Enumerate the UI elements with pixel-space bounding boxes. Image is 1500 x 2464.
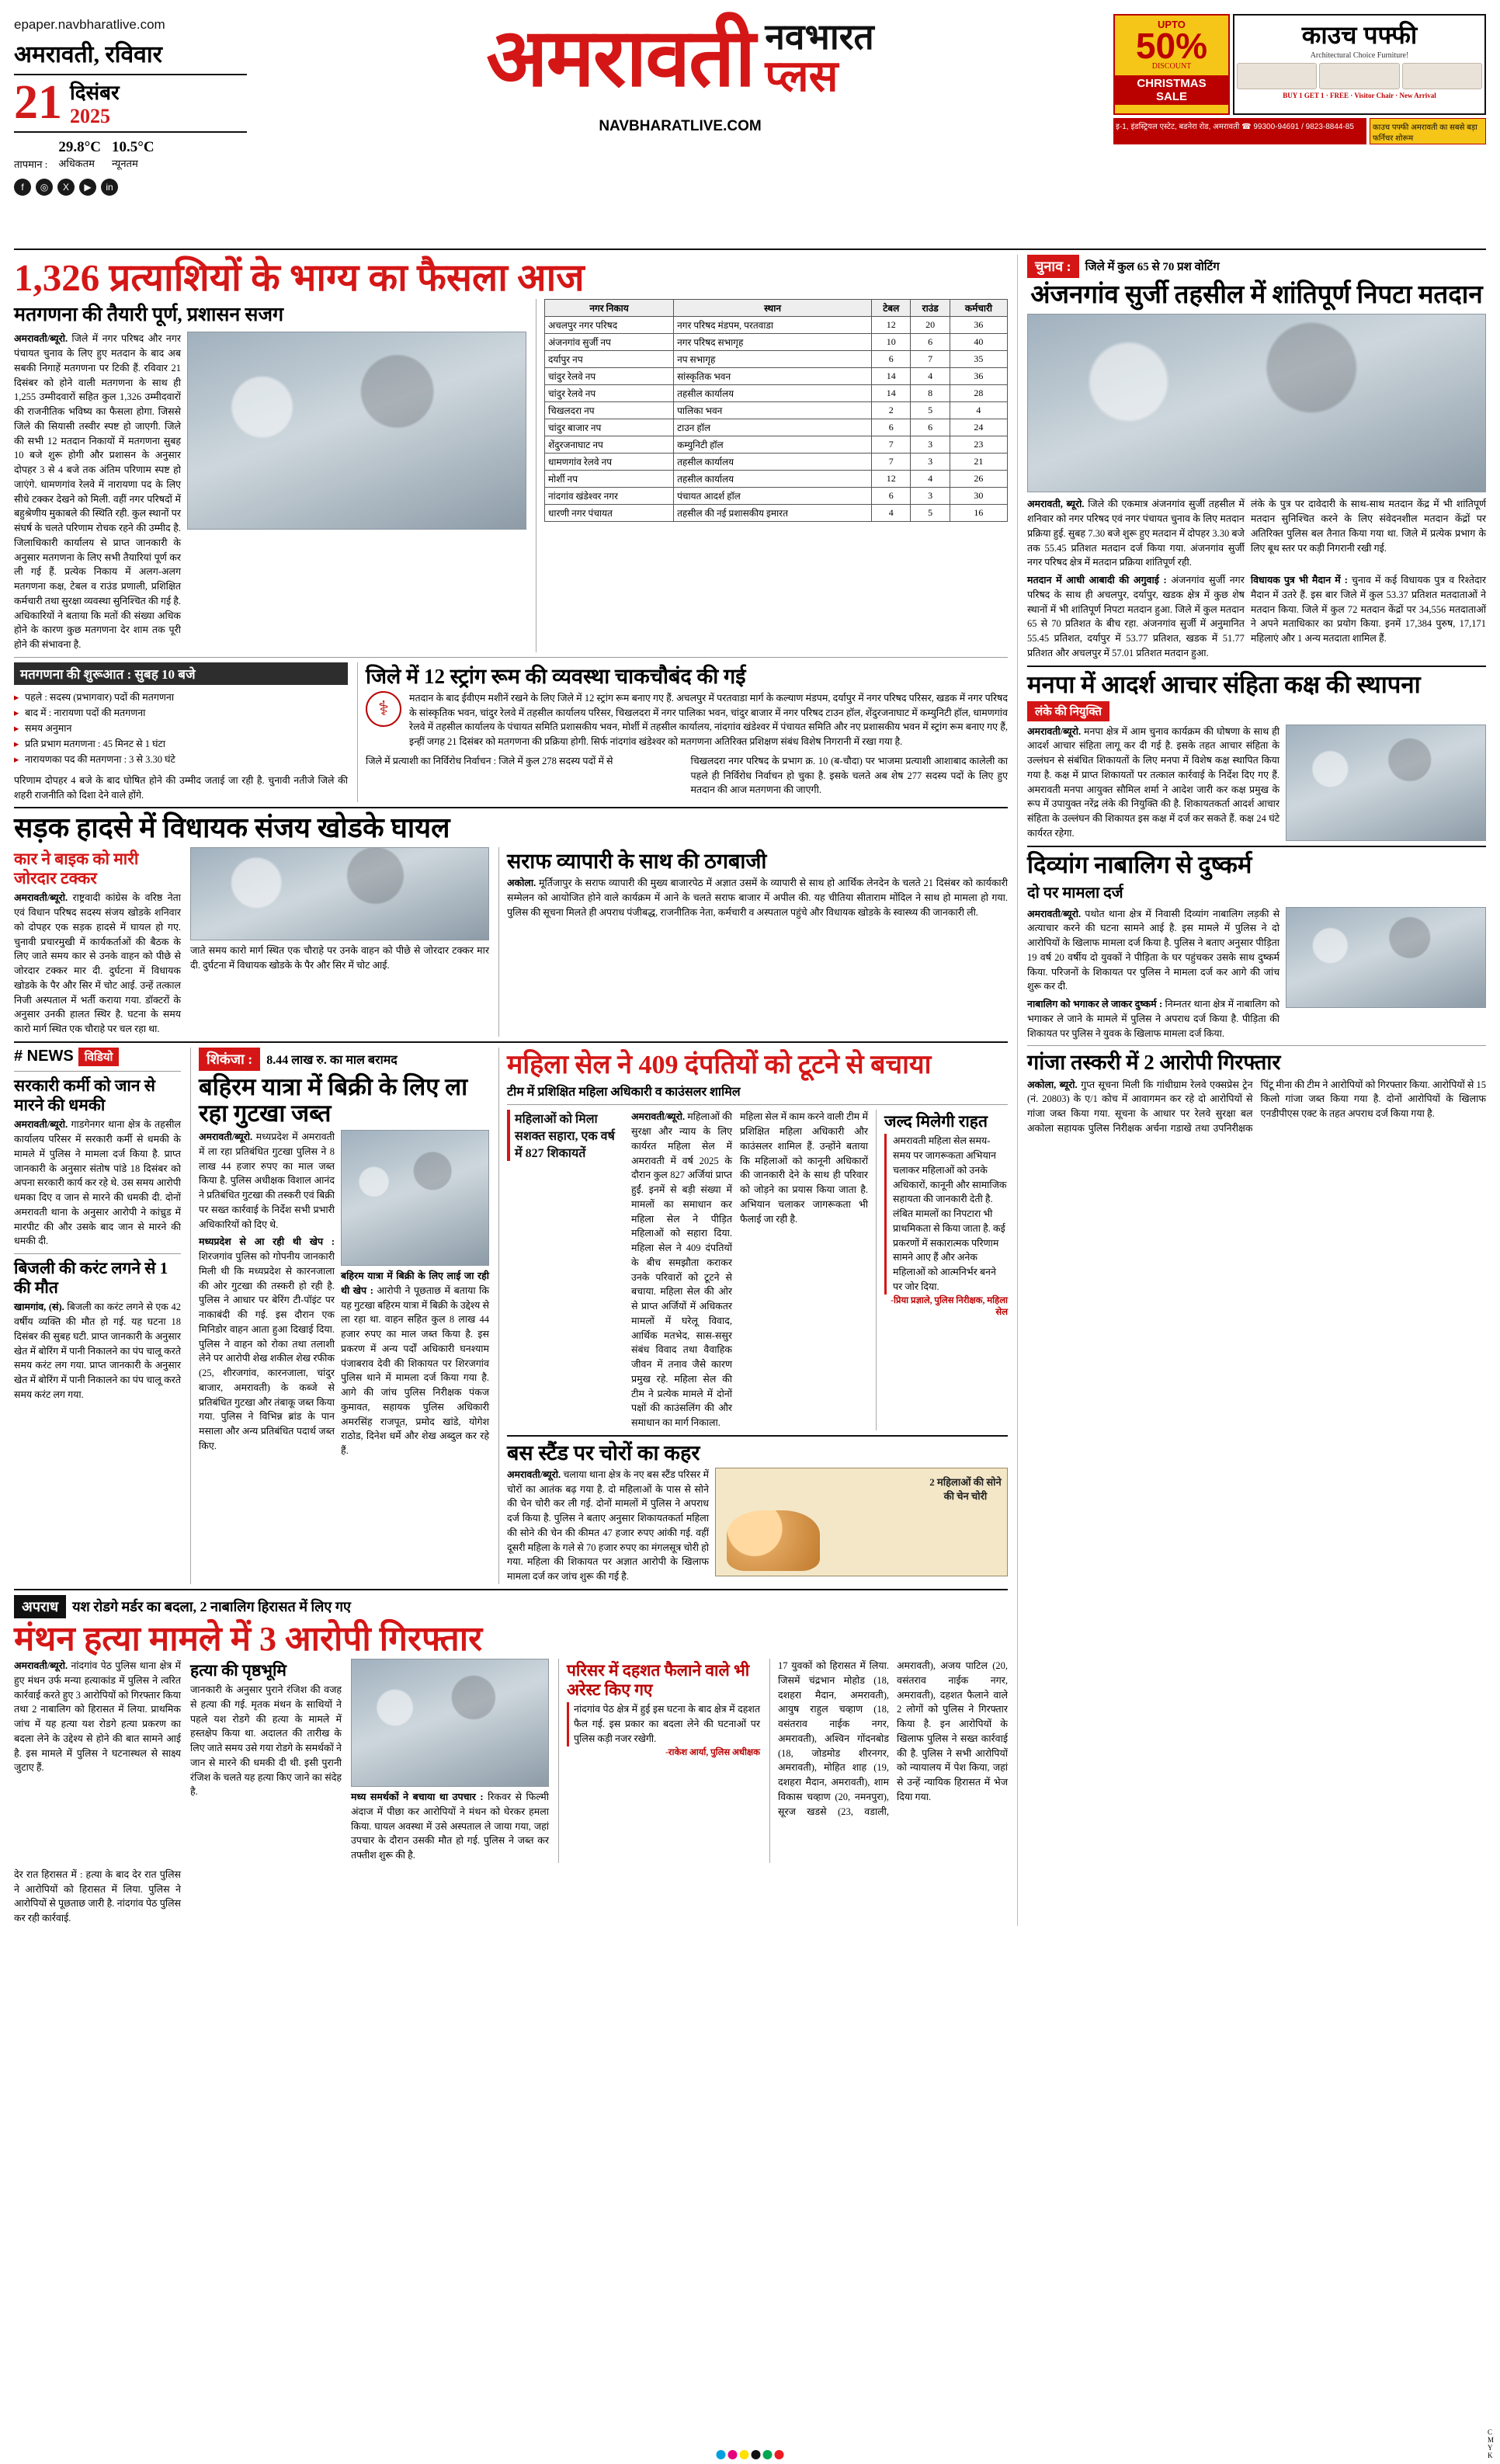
column-divider — [1017, 255, 1018, 1926]
divyang-photo — [1286, 907, 1486, 1008]
divyang-subhead: दो पर मामला दर्ज — [1027, 884, 1123, 902]
table-row — [545, 488, 1008, 505]
cell-body: मोर्शी नप — [545, 471, 674, 488]
cell-table: 14 — [872, 385, 911, 402]
list-item: ▸ बाद में : नारायणा पदों की मतगणना — [14, 705, 348, 721]
dot-green — [763, 2450, 773, 2459]
strongroom-headline: जिले में 12 स्ट्रांग रूम की व्यवस्था चाकचौबंद की गई — [366, 664, 746, 688]
ad-address-left: इ-1, इंडस्ट्रियल एस्टेट, बडनेरा रोड, अमरावती ☎ 99300-94691 / 9823-8844-85 — [1113, 118, 1366, 144]
dot-yellow — [740, 2450, 749, 2459]
crime-accused — [558, 1659, 760, 1863]
instagram-icon[interactable]: ◎ — [36, 179, 53, 196]
ad-brand-tagline: Architectural Choice Furniture! — [1310, 51, 1409, 60]
cell-place: नगर परिषद सभागृह — [674, 334, 872, 351]
election-sub-2: विधायक पुत्र भी मैदान में : — [1250, 575, 1348, 586]
divider-4 — [14, 1589, 1008, 1590]
counting-start-title: मतगणना की शुरूआत : सुबह 10 बजे — [14, 662, 348, 685]
gutkha-body-2: आरोपी ने पूछताछ में बताया कि यह गुटखा बहिरम यात्रा में बिक्री के उद्देश्य से ला रहा था. वाहन सहित कुल 8 लाख 44 हजार रुपए का माल जब्त किया है. इस प्रकरण में अन्य पर्दों अधिकारी घनश्याम पंजाबराव देवी की शिकायत पर शिरजगांव पुलिस थाने में मामला दर्ज किया गया है. आगे की जांच पुलिस निरीक्षक पंकज कुमावत, सहायक पुलिस अधिकारी अमरसिंह राजपूत, प्रमोद खांडे, योगेश राठोड, दिनेश धर्मे और शेख अब्दुल कर रहे हैं. — [341, 1284, 489, 1457]
sofa-image-3 — [1402, 63, 1482, 89]
lead-headline: 1,326 प्रत्याशियों के भाग्य का फैसला आज — [14, 256, 585, 299]
date-block — [14, 74, 247, 133]
cell-body: चांदुर रेलवे नप — [545, 368, 674, 385]
list-item: ▸ प्रति प्रभाग मतगणना : 45 मिनट से 1 घंटा — [14, 736, 348, 752]
dot-red — [775, 2450, 784, 2459]
cell-place: पंचायत आदर्श हॉल — [674, 488, 872, 505]
electric-byline: खामगांव, (सं). — [14, 1302, 64, 1313]
table-row — [545, 505, 1008, 522]
cell-body: अंजनगांव सुर्जी नप — [545, 334, 674, 351]
election-kicker-row — [1027, 255, 1486, 278]
cell-table: 7 — [872, 454, 911, 471]
video-badge[interactable]: विडियो — [78, 1048, 120, 1066]
main-body — [14, 255, 1486, 1926]
divider-2 — [14, 807, 1008, 808]
mahila-body-2: महिला सेल में काम करने वाली टीम में प्रशिक्षित महिला अधिकारी और काउंसलर शामिल हैं. उन्होंने बताया कि महिलाओं को कानूनी अधिकारों की जानकारी देने के साथ ही परिवार को जोड़ने का प्रयास किया जाता है. अभियान चलाकर जागरूकता भी फैलाई जा रही है. — [740, 1111, 868, 1225]
cmyk-marks — [1488, 2428, 1494, 2459]
city-dateline: अमरावती, रविवार — [14, 42, 162, 68]
th-staff: कर्मचारी — [950, 300, 1007, 317]
crime-section-tag: अपराध — [14, 1595, 66, 1618]
mahila-column — [498, 1048, 1008, 1584]
news-video-column — [14, 1048, 181, 1584]
registration-dots — [717, 2450, 784, 2459]
cell-staff: 21 — [950, 454, 1007, 471]
crime-accused-list — [769, 1659, 1008, 1863]
cell-round: 6 — [911, 419, 950, 436]
accused-headline: परिसर में दहशत फैलाने वाले भी अरेस्ट किए गए — [567, 1661, 750, 1700]
ad-sale-label: SALE — [1155, 90, 1187, 104]
masthead-advert[interactable] — [1113, 11, 1486, 144]
cell-body: शेंदुरजनाघाट नप — [545, 436, 674, 454]
crime-col-2 — [190, 1659, 342, 1863]
start-strongroom-row — [14, 662, 1008, 803]
divyang-body: पथोत थाना क्षेत्र में निवासी दिव्यांग नाबालिग लड़की से अत्याचार करने की घटना सामने आई है. इस मामले में पुलिस ने दो आरोपियों के खिलाफ मामला दर्ज किया है. पुलिस ने बताए अनुसार पीड़िता 19 वर्ष 20 वर्षीय दो युवकों ने पीड़िता के घर पहुंचकर उसके साथ दुष्कर्म किया. परिजनों के शिकायत पर पुलिस ने मामला दर्ज कर आगे की जांच शुरू कर दी. — [1027, 908, 1280, 992]
ganja-headline: गांजा तस्करी में 2 आरोपी गिरफ्तार — [1027, 1051, 1281, 1075]
cmyk-y: Y — [1487, 2444, 1493, 2452]
lead-photo — [187, 332, 526, 530]
threat-headline: सरकारी कर्मी को जान से मारने की धमकी — [14, 1076, 155, 1115]
ad-offer-1: BUY 1 GET 1 — [1283, 92, 1325, 99]
th-body: नगर निकाय — [545, 300, 674, 317]
mla-body: राष्ट्रवादी कांग्रेस के वरिष्ठ नेता एवं विधान परिषद सदस्य संजय खोडके शनिवार को दोपहर एक सड़क हादसे में घायल हो गए. चुनावी प्रचारमुखी में कार्यकर्ताओं की बैठक के लिए जाते समय कार से उनके वाहन को पीछे से जोरदार टक्कर मार दी. दुर्घटना में विधायक खोडके के पैर और सिर में चोट आई. उन्हें तत्काल निजी अस्पताल में भर्ती कराया गया. डॉक्टरों के अनुसार उनकी हालत स्थिर है. घटना के समय कारो मार्ग स्थित एक चौराहे पर चल रहा था. — [14, 892, 181, 1035]
counting-table — [544, 299, 1008, 522]
sofa-image-2 — [1319, 63, 1399, 89]
youtube-icon[interactable]: ▶ — [79, 179, 96, 196]
gutkha-kicker-row — [199, 1048, 489, 1071]
cell-table: 7 — [872, 436, 911, 454]
ad-address-right: काउच पफ्फी अमरावती का सबसे बड़ा फर्निचर शोरूम — [1370, 118, 1486, 144]
cell-table: 12 — [872, 317, 911, 334]
cell-staff: 26 — [950, 471, 1007, 488]
cell-body: धारणी नगर पंचायत — [545, 505, 674, 522]
crime-photo-wrap — [351, 1659, 549, 1863]
gutkha-kicker-label: शिकंजा : — [199, 1048, 260, 1071]
table-header-row — [545, 300, 1008, 317]
divider-right-3 — [1027, 1045, 1486, 1046]
cell-body: चांदुर रेलवे नप — [545, 385, 674, 402]
saraf-story — [498, 847, 1008, 1037]
divider-right-2 — [1027, 846, 1486, 847]
election-caption: लंके के पुत्र पर दावेदारी के साथ-साथ मतदान केंद्र में भी शांतिपूर्ण मतदान सुनिश्चित करने के लिए संवेदनशील मतदान केंद्रों पर अतिरिक्त पुलिस बल तैनात किया गया था. जिले में प्रत्येक प्रभाग के लिए बूथ स्तर पर कड़ी निगरानी रखी गई. — [1250, 499, 1486, 554]
cell-staff: 36 — [950, 317, 1007, 334]
manpa-photo — [1286, 725, 1486, 841]
busstand-cartoon — [715, 1468, 1008, 1576]
divider-right-1 — [1027, 666, 1486, 667]
crime-caption-sign: -राकेश आर्या, पुलिस अधीक्षक — [665, 1747, 760, 1757]
electric-body: बिजली का करंट लगने से एक 42 वर्षीय व्यक्ति की मौत हो गई. यह घटना 18 दिसंबर की सुबह घटी. प्राप्त जानकारी के अनुसार खेत में बोरिंग में पानी निकालने का पंप चालू करते समय करंट लग गया. प्राप्त जानकारी के अनुसार खेत में बोरिंग में पानी निकालने का पंप चालू करते समय करंट लग गया. — [14, 1302, 181, 1400]
crime-headline: मंथन हत्या मामले में 3 आरोपी गिरफ्तार — [14, 1619, 483, 1658]
temp-label: तापमान : — [14, 158, 48, 170]
election-kicker: जिले में कुल 65 से 70 प्रश वोटिंग — [1085, 261, 1220, 273]
mahila-quote-wrap — [876, 1110, 1008, 1430]
twitter-x-icon[interactable]: X — [57, 179, 75, 196]
logo-subtitle-1: नवभारत — [765, 16, 874, 57]
table-row — [545, 368, 1008, 385]
lead-subhead: मतगणना की तैयारी पूर्ण, प्रशासन सजग — [14, 304, 284, 326]
gutkha-byline: अमरावती/ब्यूरो. — [199, 1131, 253, 1143]
table-row — [545, 454, 1008, 471]
election-headline: अंजनगांव सुर्जी तहसील में शांतिपूर्ण निपटा मतदान — [1030, 281, 1483, 309]
cell-round: 4 — [911, 368, 950, 385]
strongroom-body-2: चिखलदरा नगर परिषद के प्रभाग क्र. 10 (ब-चौदा) पर भाजमा प्रत्याशी आशाबाद कालेली का पहले ही निर्विरोध निर्वाचन हो चुका है. इसके चलते अब शेष 277 सदस्य पदों के लिए हुए मतदान की आज मतगणना की जाएगी. — [690, 755, 1008, 796]
crime-last-note: देर रात हिरासत में : हत्या के बाद देर रात पुलिस ने आरोपियों को हिरासत में लिया. पुलिस ने आरोपियों से पूछताछ जारी है. नांदगांव पेठ पुलिस कर रही कार्रवाई. — [14, 1868, 181, 1924]
cell-table: 10 — [872, 334, 911, 351]
table-row — [545, 402, 1008, 419]
cell-staff: 24 — [950, 419, 1007, 436]
ad-couch-puffy[interactable]: काउच पफ्फी Architectural Choice Furniture! BUY 1 GET 1 · FREE · Visitor Chair · New Arrival — [1233, 14, 1486, 115]
th-place: स्थान — [674, 300, 872, 317]
ad-percent-symbol: % — [1175, 26, 1208, 66]
temp-min: 10.5°C — [111, 138, 155, 155]
dot-black — [752, 2450, 761, 2459]
table-row — [545, 334, 1008, 351]
logo-title: अमरावती — [486, 12, 755, 103]
strongroom-body: मतदान के बाद ईवीएम मशीनें रखने के लिए जिले में 12 स्ट्रांग रूम बनाए गए हैं. अचलपुर में परतवाडा मार्ग के कल्याण मंडपम, दर्यापुर में नगर परिषद परिसर, खडक में नगर परिषद के सांस्कृतिक भवन, चांदुर रेलवे में तहसील कार्यालय परिसर, चिखलदरा में नगर पालिका भवन, चांदुर बाजार में नगर परिषद टाउन हॉल, शेंदुरजनाघाट में कम्युनिटी हॉल, धामणगांव रेलवे में तहसील कार्यालय के पंचायत समिति प्रशासकीय भवन, मोर्शी में तहसील कार्यालय, नांदगांव खंडेश्वर में पंचायत समिति और नए प्रशासकीय भवन में स्ट्रांग रूम बनाए गए हैं, इन्हीं जगह 21 दिसंबर को मतगणना की प्रक्रिया होगी. सिर्फ नांदगांव खंडेश्वर को मतगणना अतिरिक्त प्रशिक्षण संबंध विशेष निगरानी में रखा गया है. — [409, 692, 1008, 748]
cell-table: 4 — [872, 505, 911, 522]
table-row — [545, 351, 1008, 368]
gutkha-headline: बहिरम यात्रा में बिक्री के लिए ला रहा गुटखा जब्त — [199, 1072, 468, 1127]
strongroom-caption: जिले में प्रत्याशी का निर्विरोध निर्वाचन : जिले में कुल 278 सदस्य पदों में से — [366, 755, 613, 766]
mla-body-2: जाते समय कारो मार्ग स्थित एक चौराहे पर उनके वाहन को पीछे से जोरदार टक्कर मार दी. दुर्घटना में विधायक खोडके के पैर और सिर में चोट आई. — [190, 945, 489, 971]
cell-place: टाउन हॉल — [674, 419, 872, 436]
temperature-block — [14, 139, 247, 171]
lead-body: जिले में नगर परिषद और नगर पंचायत चुनाव के लिए हुए मतदान के बाद अब सबकी निगाहें मतगणना पर टिकी हैं. रविवार 21 दिसंबर को होने वाली मतगणना के साथ ही 1,255 उम्मीदवारों सहित कुल 1,326 उम्मीदवारों की राजनीतिक भविष्य का फैसला होगा. जिससे जिले की सियासी तस्वीर स्पष्ट हो जाएगी. जिले की सभी 12 मतदान निकायों में मतगणना सुबह 10 बजे शुरू होगी और प्रशासन के अनुसार दोपहर 3 से 4 बजे तक अंतिम परिणाम स्पष्ट हो जाएंगे. धामणगांव रेलवे में नारायणा पद के लिए सीधे टक्कर देखने को मिली. वहीं नगर परिषदों में बहुश्रेणीय मुकाबले की स्थिति रही. कुल स्थानों पर संघर्ष के चलते परिणाम रोचक रहने की उम्मीद है. जिलाधिकारी कार्यालय से प्राप्त जानकारी के अनुसार मतगणना के लिए सभी तैयारियां पूर्ण कर ली गई हैं. प्रत्येक निकाय में अलग-अलग मतगणना कक्ष, टेबल व राउंड प्रणाली, प्रशिक्षित कर्मचारी तथा सुरक्षा व्यवस्था सुनिश्चित की गई है. अधिकारियों ने बताया कि मतों की संख्या अधिक होने के कारण कुछ मतगणना देर शाम तक पूरी होने की संभावना है. — [14, 333, 181, 651]
cell-round: 20 — [911, 317, 950, 334]
dot-magenta — [728, 2450, 738, 2459]
cell-staff: 16 — [950, 505, 1007, 522]
table-row — [545, 317, 1008, 334]
cartoon-figure — [727, 1510, 820, 1571]
gutkha-sub-2: बहिरम यात्रा में बिक्री के लिए लाई जा रही थी खेप : — [341, 1270, 489, 1296]
election-kicker-label: चुनाव : — [1027, 255, 1079, 278]
medical-symbol-icon: ⚕ — [366, 691, 401, 727]
cell-body: धामणगांव रेलवे नप — [545, 454, 674, 471]
table-row — [545, 385, 1008, 402]
ad-new-arrival: New Arrival — [1399, 92, 1436, 99]
mla-photo — [190, 847, 489, 940]
facebook-icon[interactable]: f — [14, 179, 31, 196]
table-row — [545, 419, 1008, 436]
cell-round: 3 — [911, 488, 950, 505]
gutkha-body-1: शिरजगांव पुलिस को गोपनीय जानकारी मिली थी कि मध्यप्रदेश से कारनजाला की ओर गुटखा की तस्करी हो रही है. पुलिस ने आधार पर बेरिंग टी-पॉइंट पर नाकाबंदी की गई. इस दौरान एक मिनिडोर वाहन आता हुआ दिखाई दिया. पुलिस ने वाहन को रोका तथा तलाशी लेने पर आरोपी शेख शकील शेख रफीक (25, शीरजगांव, कारनजाला, चांदुर बाजार, अमरावती) के कब्जे से प्रतिबंधित गुटखा और तंबाकू जब्त किया गया. पुलिस ने विभिन्न ब्रांड के पान मसाला और अन्य प्रतिबंधित पदार्थ जब्त किए. — [199, 1251, 335, 1451]
election-body: जिले की एकमात्र अंजनगांव सुर्जी तहसील में शनिवार को नगर परिषद एवं नगर पंचायत चुनाव के लिए मतदान प्रक्रिया हुई. सुबह 7.30 बजे शुरू हुए मतदान में दोपहर 3.30 बजे तक 55.45 प्रतिशत मतदान दर्ज किया गया. अंजनगांव सुर्जी नगर परिषद क्षेत्र में मतदान प्रक्रिया शांतिपूर्ण रही. — [1027, 499, 1245, 568]
ad-brand-name: काउच पफ्फी — [1301, 21, 1418, 49]
left-section — [14, 255, 1008, 1926]
manpa-kicker: लंके की नियुक्ति — [1027, 701, 1109, 721]
mahila-headline: महिला सेल ने 409 दंपतियों को टूटने से बचाया — [507, 1050, 932, 1079]
crime-row — [14, 1659, 1008, 1863]
linkedin-icon[interactable]: in — [101, 179, 118, 196]
mla-row — [14, 847, 1008, 1037]
ad-xmas-label: CHRISTMAS — [1137, 77, 1207, 91]
crime-caption: नांदगांव पेठ क्षेत्र में हुई इस घटना के बाद क्षेत्र में दहशत फैल गई. इस प्रकार का बदला लेने की घटनाओं पर पुलिस कड़ी नजर रखेगी. — [567, 1702, 760, 1746]
sofa-image-1 — [1237, 63, 1317, 89]
list-item: ▸ समय अनुमान — [14, 721, 348, 736]
gutkha-body: मध्यप्रदेश में अमरावती में ला रहा प्रतिबंधित गुटखा पुलिस ने 8 लाख 44 हजार रुपए का माल जब्त किया है. पुलिस अधीक्षक विशाल आनंद ने प्रतिबंधित गुटखा की तस्करी एवं बिक्री पर सख्त कार्रवाई के निर्देश सभी प्रभारी अधिकारियों को दिए थे. — [199, 1131, 335, 1230]
cell-place: पालिका भवन — [674, 402, 872, 419]
saraf-body: मूर्तिजापुर के सराफ व्यापारी की मुख्य बाजारपेठ में अज्ञात उसमें के व्यापारी से साथ हो आर्थिक लेनदेन के चलते 21 दिसंबर को कार्यकारी सम्मेलन को आयोजित होने वाले कार्यक्रम में आने के चलते सराफ बाजार में अपील की. यह चीतिया सीताराम मोंदिल ने साथ हो मामला हो गया. पुलिस की सूचना मिलते ही अपराध पंजीबद्ध, राजनीतिक नेता, कर्मचारी व अस्पताल पहुंचे और विधायक खोडके के स्वास्थ्य की जानकारी ली. — [507, 878, 1009, 918]
strongroom-story — [357, 662, 1008, 803]
ad-upto-label: UPTO — [1158, 19, 1186, 30]
gutkha-sub-1: मध्यप्रदेश से आ रही थी खेप : — [199, 1236, 335, 1248]
cell-table: 6 — [872, 419, 911, 436]
lead-byline: अमरावती/ब्यूरो. — [14, 333, 68, 345]
mahila-body: महिलाओं की सुरक्षा और न्याय के लिए कार्यरत महिला सेल में अमरावती में वर्ष 2025 के दौरान कुल 827 अर्जियां प्राप्त हुईं. इनमें से बड़ी संख्या में मामलों का समाधान कर महिला सेल ने पीड़ित महिलाओं को सहारा दिया. महिला सेल ने 409 दंपतियों के बीच समझौता कराकर उनके परिवारों को टूटने से बचाया. महिला सेल की ओर से प्राप्त अर्जियों में अधिकतर मामलों में घरेलू विवाद, आर्थिक मतभेद, सास-ससुर संबंध विवाद तथा वैवाहिक जीवन में तनाव जैसे कारण प्रमुख रहे. महिला सेल की टीम ने प्रत्येक मामले में दोनों पक्षों की काउंसलिंग की और समाधान का मार्ग निकाला. — [631, 1111, 733, 1429]
manpa-byline: अमरावती/ब्यूरो. — [1027, 725, 1082, 737]
temp-min-note: न्यूनतम — [111, 157, 138, 169]
divider-3 — [14, 1041, 1008, 1043]
date-year: 2025 — [70, 104, 110, 127]
election-sub-1: मतदान में आधी आबादी की अगुवाई : — [1027, 575, 1167, 586]
cell-table: 6 — [872, 351, 911, 368]
cell-place: कम्युनिटी हॉल — [674, 436, 872, 454]
table-row — [545, 436, 1008, 454]
logo-subtitle-2: प्लस — [765, 51, 839, 100]
date-day: 21 — [14, 76, 62, 129]
cell-table: 2 — [872, 402, 911, 419]
threat-body: गाडगेनगर थाना क्षेत्र के तहसील कार्यालय परिसर में सरकारी कर्मी से धमकी के मामले में पुलिस ने मामला दर्ज किया है. प्राप्त जानकारी के अनुसार संतोष पांडे 18 दिसंबर को अपना सरकारी कार्य कर रहे थे. उस समय आरोपी धमका दिए व जान से मारने की धमकी दी. दोनों अमरावती थाना के अनुसार आरोपी ने कांच्रुड में मारपीट की और उसके बाद जान से मारने की धमकी दी. — [14, 1119, 181, 1247]
list-item: ▸ पहले : सदस्य (प्रभागवार) पदों की मतगणना — [14, 690, 348, 705]
ganja-body: गुप्त सूचना मिली कि गांधीग्राम रेलवे एक्सप्रेस ट्रेन (नं. 20803) के ए/1 कोच में आवागमन कर रहे दो आरोपियों से गांजा जब्त किया गया. सूचना के आधार पर रेलवे सुरक्षा बल अकोला सहायक पुलिस निरीक्षक अर्चना गडाखे तथा उपनिरीक्षक पिंटू मीना की टीम ने आरोपियों को गिरफ्तार किया. आरोपियों से 15 किलो गांजा जब्त किया गया है. दोनों आरोपियों के खिलाफ एनडीपीएस एक्ट के तहत अपराध दर्ज किया गया है. — [1027, 1079, 1486, 1134]
mahila-quote-sign: -प्रिया प्रज्ञाले, पुलिस निरीक्षक, महिला सेल — [891, 1295, 1008, 1317]
th-table: टेबल — [872, 300, 911, 317]
relief-headline: जल्द मिलेगी राहत — [884, 1112, 988, 1131]
cell-staff: 35 — [950, 351, 1007, 368]
mla-headline: सड़क हादसे में विधायक संजय खोडके घायल — [14, 812, 450, 844]
crime-sub-1: हत्या की पृष्ठभूमि — [190, 1661, 286, 1680]
busstand-byline: अमरावती/ब्यूरो. — [507, 1468, 561, 1480]
table-row — [545, 471, 1008, 488]
ad-offer-3: Visitor Chair — [1354, 92, 1394, 99]
mla-left — [14, 847, 181, 1037]
mahila-quote: अमरावती महिला सेल समय-समय पर जागरूकता अभियान चलाकर महिलाओं को उनके अधिकारों, कानूनी और सामाजिक सहायता की जानकारी देती है. लंबित मामलों का निपटारा भी प्राथमिकता से किया जाता है. कई प्रकरणों में सकारात्मक परिणाम सामने आए हैं और अनेक महिलाओं को आत्मनिर्भर बनने पर जोर दिया. — [884, 1134, 1008, 1294]
mahila-byline: अमरावती/ब्यूरो. — [631, 1111, 686, 1123]
cell-place: तहसील कार्यालय — [674, 454, 872, 471]
divider-1 — [14, 657, 1008, 658]
cmyk-m: M — [1487, 2436, 1494, 2444]
saraf-byline: अकोला. — [507, 878, 536, 889]
masthead-divider — [14, 248, 1486, 250]
gutkha-story — [190, 1048, 489, 1584]
gutkha-kicker: 8.44 लाख रु. का माल बरामद — [266, 1053, 398, 1067]
cell-table: 12 — [872, 471, 911, 488]
news-chip[interactable] — [14, 1048, 181, 1066]
manpa-body: मनपा क्षेत्र में आम चुनाव कार्यक्रम की घोषणा के साथ ही आदर्श आचार संहिता लागू कर दी गई है. इसके तहत आचार संहिता के उल्लंघन से संबंधित शिकायतों के लिए मनपा में विशेष कक्ष स्थापित किया गया है. कक्ष में प्राप्त शिकायतों पर तत्काल कार्रवाई के निर्देश दिए गए हैं. अमरावती मनपा आयुक्त सौमिल शर्मा ने आदेश जारी कर कक्ष प्रमुख के रूप में उपायुक्त नरेंद्र लंके की नियुक्ति की है. शिकायतकर्ता आदर्श आचार संहिता के उल्लंघन की शिकायत इस कक्ष में दर्ज कर सकते हैं. कक्ष 24 घंटे कार्यरत रहेगा. — [1027, 725, 1280, 839]
cell-place: तहसील कार्यालय — [674, 385, 872, 402]
divyang-headline: दिव्यांग नाबालिग से दुष्कर्म — [1027, 850, 1252, 878]
masthead-left — [14, 11, 247, 196]
cell-place: नप सभागृह — [674, 351, 872, 368]
cmyk-k: K — [1487, 2452, 1493, 2459]
list-item: ▸ नारायणका पद की मतगणना : 3 से 3.30 घंटे — [14, 752, 348, 767]
mla-byline: अमरावती/ब्यूरो. — [14, 892, 68, 904]
cell-place: सांस्कृतिक भवन — [674, 368, 872, 385]
cell-round: 8 — [911, 385, 950, 402]
epaper-url[interactable]: epaper.navbharatlive.com — [14, 17, 165, 32]
mahila-highlight-box: महिलाओं को मिला सशक्त सहारा, एक वर्ष में 827 शिकायतें — [507, 1110, 623, 1161]
cell-round: 7 — [911, 351, 950, 368]
ad-offer-2: FREE — [1330, 92, 1349, 99]
divyang-byline: अमरावती/ब्यूरो. — [1027, 908, 1082, 919]
crime-body-2: रिकवर से फिल्मी अंदाज में पीछा कर आरोपियों ने मंथन को घेरकर हमला किया. घायल अवस्था में उसे अस्पताल ले जाया गया, जहां उपचार के दौरान उसकी मौत हो गई. पुलिस ने जब्त कर तफ्तीश शुरू की है. — [351, 1792, 550, 1861]
cell-place: नगर परिषद मंडपम, परतवाडा — [674, 317, 872, 334]
cell-body: चिखलदरा नप — [545, 402, 674, 419]
crime-photo — [351, 1659, 549, 1787]
divyang-body-2: निम्नतर थाना क्षेत्र में नाबालिग को भगाकर ले जाने के मामले में पुलिस ने अपराध दर्ज किया है. पीड़िता की शिकायत पर पुलिस ने युवक के खिलाफ मामला दर्ज किया. — [1027, 999, 1280, 1039]
busstand-headline: बस स्टैंड पर चोरों का कहर — [507, 1441, 700, 1465]
th-round: राउंड — [911, 300, 950, 317]
cell-round: 6 — [911, 334, 950, 351]
cell-table: 6 — [872, 488, 911, 505]
cell-place: तहसील कार्यालय — [674, 471, 872, 488]
news-hash-label: # NEWS — [14, 1048, 74, 1065]
gutkha-photo — [341, 1130, 489, 1266]
temp-max: 29.8°C — [58, 138, 101, 155]
cell-round: 5 — [911, 505, 950, 522]
cell-body: अचलपुर नगर परिषद — [545, 317, 674, 334]
mla-photo-wrap — [190, 847, 489, 1037]
lead-table-wrap — [536, 299, 1008, 652]
crime-kicker: यश रोडगे मर्डर का बदला, 2 नाबालिग हिरासत में लिए गए — [72, 1598, 351, 1614]
accused-body: 17 युवकों को हिरासत में लिया. जिसमें चंद्रभान मोहोड (18, दशहरा मैदान, अमरावती), आयुष राहुल चव्हाण (18, वसंतराव नाईक नगर, अमरावती), अश्विन गोंदनबोड (18, जोडमोड शीरनगर, अमरावती), मोहित शाह (19, दशहरा मैदान, अमरावती), शाम विकास चव्हाण (20, नमनपुरा), सूरज खडसे (23, वडाली, अमरावती), अजय पाटिल (20, वसंतराव नाईक नगर, अमरावती), दहशत फैलाने वाले 2 लोगों को पुलिस ने गिरफ्तार किया है. इन आरोपियों के खिलाफ पुलिस ने सख्त कार्रवाई की है. पुलिस ने सभी आरोपियों को न्यायालय में पेश किया, जहां से उन्हें न्यायिक हिरासत में भेज दिया गया. — [778, 1660, 1008, 1817]
cell-table: 14 — [872, 368, 911, 385]
cell-round: 3 — [911, 436, 950, 454]
social-icons[interactable] — [14, 179, 247, 196]
saraf-headline: सराफ व्यापारी के साथ की ठगबाजी — [507, 850, 767, 874]
right-section — [1027, 255, 1486, 1926]
election-photo — [1027, 314, 1486, 492]
cell-staff: 40 — [950, 334, 1007, 351]
threat-byline: अमरावती/ब्यूरो. — [14, 1119, 68, 1131]
cell-staff: 28 — [950, 385, 1007, 402]
ad-sale-badge[interactable] — [1113, 14, 1230, 115]
counting-start-list — [14, 690, 348, 767]
masthead-logo — [255, 11, 1106, 135]
cell-staff: 36 — [950, 368, 1007, 385]
cell-round: 3 — [911, 454, 950, 471]
counting-start-note: परिणाम दोपहर 4 बजे के बाद घोषित होने की उम्मीद जताई जा रही है. चुनावी नतीजे जिले की शहरी राजनीति को दिशा देने वाले होंगे. — [14, 774, 348, 801]
cell-round: 4 — [911, 471, 950, 488]
lead-left — [14, 299, 526, 652]
crime-sub-2: मध्य समर्थकों ने बचाया था उपचार : — [351, 1792, 484, 1803]
busstand-body: चलाया थाना क्षेत्र के नए बस स्टैंड परिसर में चोरों का आतंक बढ़ गया है. दो महिलाओं के पास से सोने की चेन चोरी कर ली गई. दोनों मामलों में पुलिस ने अपराध दर्ज किया है. पुलिस ने बताए अनुसार शिकायतकर्ता महिला की सोने की चेन की कीमत 47 हजार रुपए आंकी गई. वहीं दूसरी महिला के गले से 70 हजार रुपए का मंगलसूत्र चोरी हो गया. महिला की शिकायत पर अज्ञात आरोपी के खिलाफ मामला दर्ज कर जांच शुरू की गई है. — [507, 1468, 710, 1583]
crime-byline: अमरावती/ब्यूरो. — [14, 1660, 68, 1672]
cell-round: 5 — [911, 402, 950, 419]
election-byline: अमरावती, ब्यूरो. — [1027, 499, 1085, 510]
cmyk-c: C — [1487, 2428, 1492, 2436]
temp-max-note: अधिकतम — [58, 157, 95, 169]
cell-place: तहसील की नई प्रशासकीय इमारत — [674, 505, 872, 522]
crime-body: नांदगांव पेठ पुलिस थाना क्षेत्र में हुए मंथन उर्फ मन्या हत्याकांड में पुलिस ने त्वरित कार्रवाई करते हुए 3 आरोपियों को गिरफ्तार किया तथा 2 नाबालिग को हिरासत में लिया. प्राथमिक जांच में यह हत्या यश रोडगे हत्या प्रकरण का बदला लेने के उद्देश्य से होने की बात सामने आई है. इस मामले में पुलिस ने घटनास्थल से साक्ष्य जुटाए हैं. — [14, 1660, 182, 1774]
divyang-sub-2: नाबालिग को भगाकर ले जाकर दुष्कर्म : — [1027, 999, 1163, 1010]
election-body-1: अंजनगांव सुर्जी नगर परिषद के साथ ही अचलपुर, दर्यापुर, खडक क्षेत्र में कुछ शेष स्थानों में भी शांतिपूर्ण निपटा मतदान हुआ. जिले में कुल मतदान 65 से 70 प्रतिशत के बीच रहा. अंजनगांव सुर्जी में अनुमानित 55.45 प्रतिशत, दर्यापुर में 53.77 प्रतिशत, खडक में 51.77 प्रतिशत और अचलपुर में 57.01 प्रतिशत मतदान हुआ. — [1027, 575, 1245, 659]
cartoon-caption: 2 महिलाओं की सोने की चेन चोरी — [929, 1475, 1002, 1502]
cell-staff: 23 — [950, 436, 1007, 454]
website-url[interactable]: NAVBHARATLIVE.COM — [599, 118, 762, 134]
mahila-subhead: टीम में प्रशिक्षित महिला अधिकारी व काउंसलर शामिल — [507, 1086, 741, 1100]
crime-body-1: जानकारी के अनुसार पुराने रंजिश की वजह से हत्या की गई. मृतक मंथन के साथियों ने पहले यश रोडगे की हत्या के मामले में हस्तक्षेप किया था. अदालत की तारीख के लिए जाते समय उसे गया रोडगे के समर्थकों ने जान से मारने की धमकी दी थी. इसी पुरानी रंजिश के चलते यह हत्या किए जाने का संदेह है. — [190, 1684, 342, 1798]
manpa-headline: मनपा में आदर्श आचार संहिता कक्ष की स्थापना — [1027, 670, 1421, 698]
cell-body: चांदुर बाजार नप — [545, 419, 674, 436]
electric-headline: बिजली की करंट लगने से 1 की मौत — [14, 1259, 168, 1298]
election-body-2: चुनाव में कई विधायक पुत्र व रिश्तेदार मैदान में उतरे हैं. इस बार जिले में कुल 53.37 प्रतिशत मतदाताओं ने मतदान किया. जिले में कुल 72 मतदान केंद्रों पर 34,556 मतदाताओं ने अपने मताधिकार का प्रयोग किया. इनमें 17,384 पुरुष, 17,171 महिलाएं और 1 अन्य मतदाता शामिल हैं. — [1250, 575, 1487, 645]
ad-discount-label: DISCOUNT — [1151, 62, 1192, 71]
cell-body: नांदगांव खंडेश्वर नगर — [545, 488, 674, 505]
table-body — [545, 317, 1008, 522]
ad-discount-percent: 50 — [1135, 26, 1176, 66]
dot-cyan — [717, 2450, 726, 2459]
counting-start-box — [14, 662, 348, 803]
masthead — [14, 11, 1486, 244]
mla-subhead: कार ने बाइक को मारी जोरदार टक्कर — [14, 850, 139, 888]
mid-row — [14, 1048, 1008, 1584]
crime-kicker-row — [14, 1595, 1008, 1618]
cell-staff: 4 — [950, 402, 1007, 419]
cell-staff: 30 — [950, 488, 1007, 505]
ganja-byline: अकोला, ब्यूरो. — [1027, 1079, 1078, 1090]
cell-body: दर्यापुर नप — [545, 351, 674, 368]
date-month: दिसंबर — [70, 82, 120, 104]
